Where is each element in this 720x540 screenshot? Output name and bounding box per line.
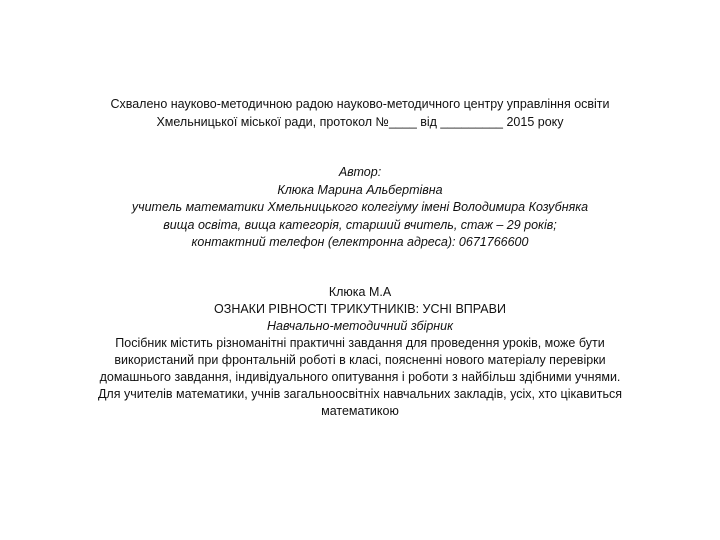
book-description-line: Посібник містить різноманітні практичні завдання для проведення уроків, може бути — [115, 336, 605, 350]
book-subtitle: Навчально-методичний збірник — [266, 319, 454, 333]
author-contact: контактний телефон (електронна адреса): 0671766600 — [191, 235, 529, 249]
author-position: учитель математики Хмельницького колегіуму імені Володимира Козубняка — [131, 200, 589, 214]
book-title: ОЗНАКИ РІВНОСТІ ТРИКУТНИКІВ: УСНІ ВПРАВИ — [214, 302, 506, 316]
author-name: Клюка Марина Альбертівна — [277, 183, 443, 197]
book-description-line: домашнього завдання, індивідуального опитування і роботи з найбільш здібними учнями. — [99, 370, 621, 384]
book-description-line: математикою — [321, 404, 399, 418]
book-description-line: Для учителів математики, учнів загальноосвітніх навчальних закладів, усіх, хто цікавиться — [97, 387, 623, 401]
author-label: Автор: — [338, 165, 382, 179]
author-qualification: вища освіта, вища категорія, старший вчитель, стаж – 29 років; — [163, 218, 557, 232]
book-description-line: використаний при фронтальній роботі в класі, поясненні нового матеріалу перевірки — [114, 353, 606, 367]
approval-line-2: Хмельницької міської ради, протокол №____ від _________ 2015 року — [156, 115, 564, 129]
approval-line-1: Схвалено науково-методичною радою науково-методичного центру управління освіти — [110, 97, 610, 111]
book-author-short: Клюка М.А — [328, 285, 392, 299]
